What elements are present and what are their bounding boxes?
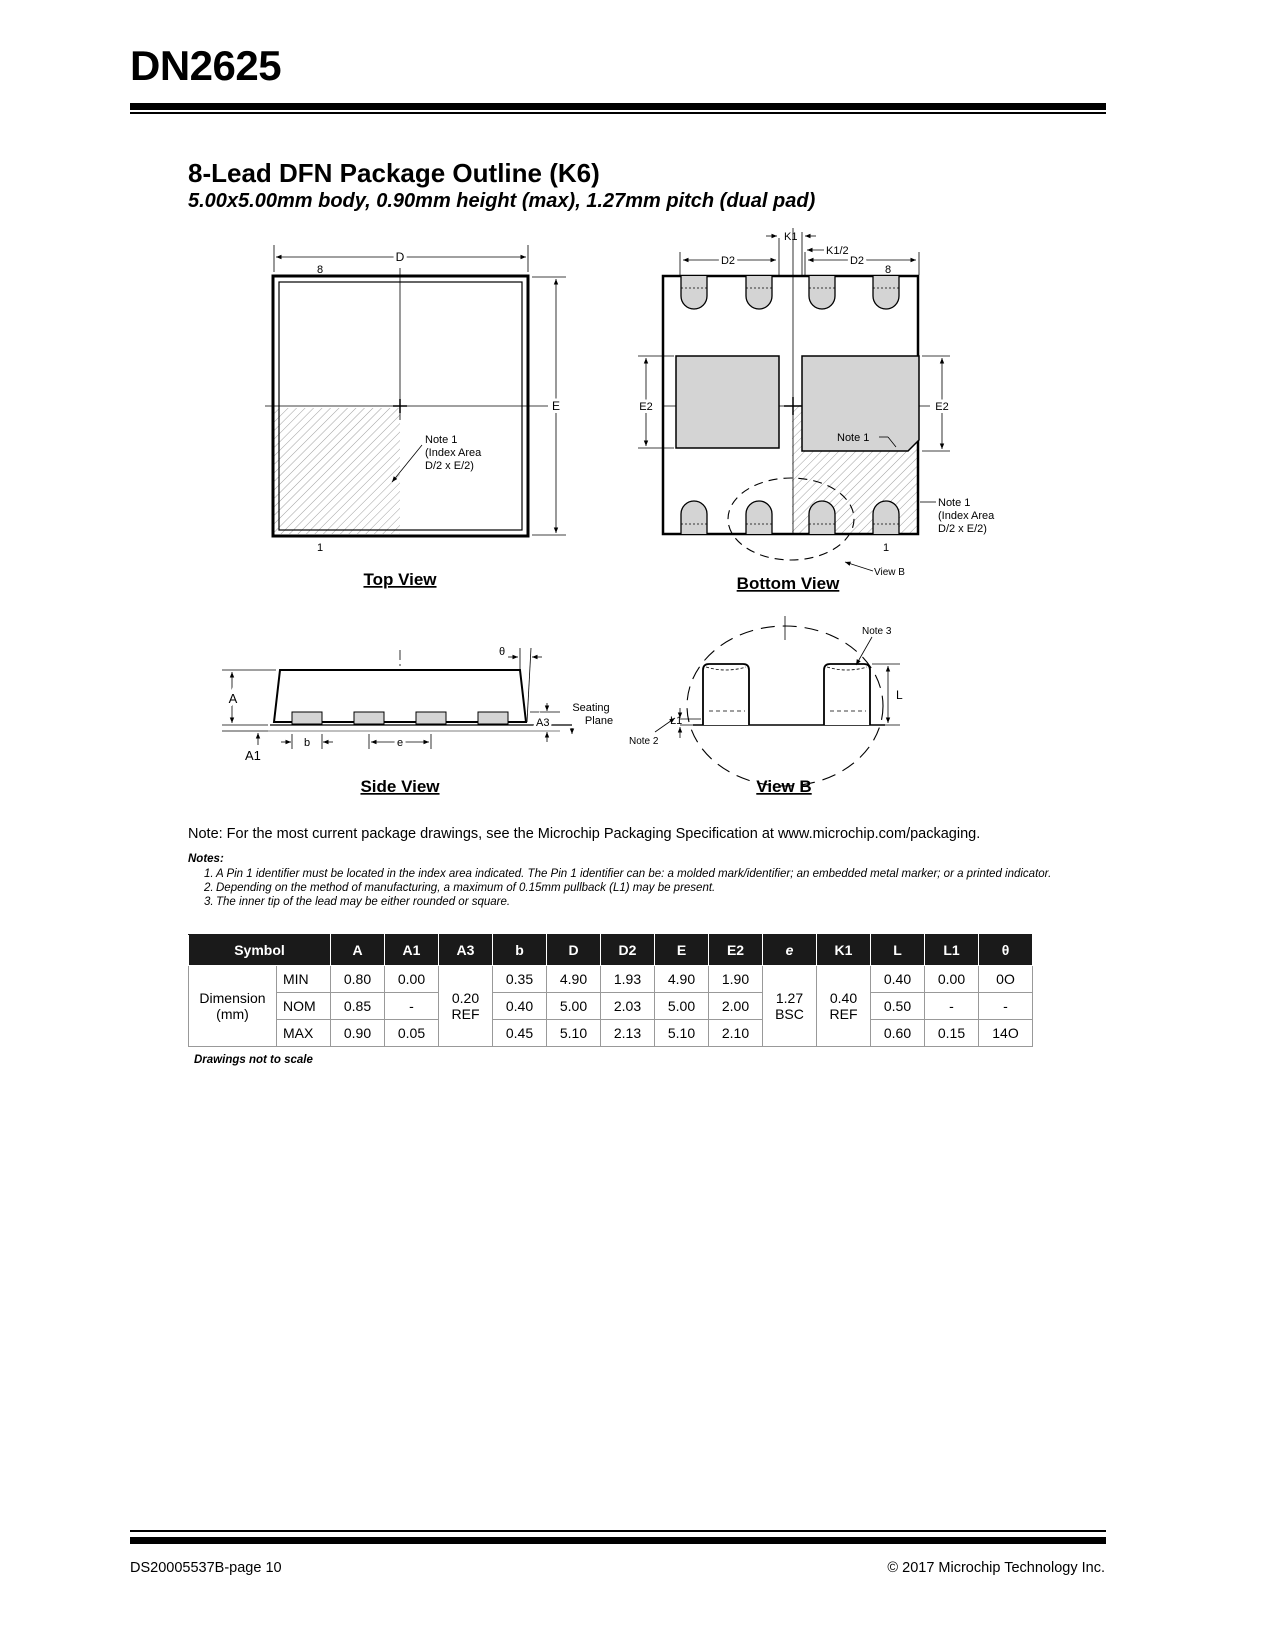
cell: 0.40 <box>871 966 925 993</box>
e-value: 1.27 <box>775 990 804 1006</box>
notes-header: Notes: <box>188 853 224 865</box>
dimension-label-line1: Dimension <box>199 990 266 1006</box>
bottom-view-k1-half: K1/2 <box>826 245 849 257</box>
notes-block <box>188 853 1058 909</box>
cell: 0.85 <box>331 993 385 1020</box>
footer-rule-thin <box>130 1530 1106 1532</box>
header-col: E2 <box>709 935 763 966</box>
view-b-note2: Note 2 <box>629 736 659 747</box>
bottom-view-note-line2: (Index Area <box>938 510 995 522</box>
header-col: L <box>871 935 925 966</box>
packaging-note: Note: For the most current package drawings, see the Microchip Packaging Specification at www.microchip.com/packaging. <box>188 826 981 842</box>
cell: 0.00 <box>925 966 979 993</box>
side-view-a1: A1 <box>245 748 261 763</box>
e-bsc: BSC <box>775 1006 804 1022</box>
footer-copyright: © 2017 Microchip Technology Inc. <box>887 1560 1105 1576</box>
row-label: MAX <box>277 1020 331 1047</box>
table-row <box>189 993 1033 1020</box>
side-view-b: b <box>303 737 311 749</box>
cell: 2.13 <box>601 1020 655 1047</box>
drawings-not-to-scale: Drawings not to scale <box>194 1054 313 1066</box>
cell: 0.80 <box>331 966 385 993</box>
table-row <box>189 1020 1033 1047</box>
exposed-pad-left <box>676 356 779 448</box>
header-symbol: Symbol <box>189 935 331 966</box>
bottom-view-e2-left: E2 <box>639 401 653 413</box>
top-view-note-line3: D/2 x E/2) <box>425 460 474 472</box>
view-b-note3: Note 3 <box>862 626 892 637</box>
cell: 5.00 <box>655 993 709 1020</box>
cell: 0.50 <box>871 993 925 1020</box>
header-col: A3 <box>439 935 493 966</box>
dimension-label <box>189 966 277 1047</box>
cell: 0.40 <box>493 993 547 1020</box>
cell: 5.10 <box>655 1020 709 1047</box>
table-header-row <box>189 935 1033 966</box>
table-row <box>189 966 1033 993</box>
view-b-l1: L1 <box>670 715 683 727</box>
cell: 5.00 <box>547 993 601 1020</box>
top-view-dim-e: E <box>551 399 561 413</box>
note-number: 1. <box>204 868 214 880</box>
side-view-a: A <box>228 691 238 706</box>
view-b-leads <box>703 664 870 725</box>
row-label: MIN <box>277 966 331 993</box>
header-col: L1 <box>925 935 979 966</box>
cell: 2.10 <box>709 1020 763 1047</box>
cell: 4.90 <box>547 966 601 993</box>
side-view-caption: Side View <box>360 777 440 796</box>
view-b <box>629 616 903 796</box>
header-col: E <box>655 935 709 966</box>
a3-ref: REF <box>451 1006 480 1022</box>
side-view-e: e <box>396 737 404 749</box>
cell: 5.10 <box>547 1020 601 1047</box>
cell: 0.60 <box>871 1020 925 1047</box>
bottom-view-k1: K1 <box>784 231 798 243</box>
header-col: D2 <box>601 935 655 966</box>
cell: 0.45 <box>493 1020 547 1047</box>
note-item <box>188 881 1058 895</box>
cell: 0.90 <box>331 1020 385 1047</box>
note-text: Depending on the method of manufacturing, a maximum of 0.15mm pullback (L1) may be present. <box>216 882 716 894</box>
bottom-view-note1-inner: Note 1 <box>837 432 870 444</box>
k1-value: 0.40 <box>829 990 858 1006</box>
dimension-table <box>188 934 1033 1047</box>
cell: - <box>979 993 1033 1020</box>
cell: 0O <box>979 966 1033 993</box>
bottom-view-d2-right: D2 <box>849 255 865 267</box>
header-col: b <box>493 935 547 966</box>
footer-doc-number: DS20005537B-page 10 <box>130 1560 282 1576</box>
top-view-pin8: 8 <box>316 264 324 276</box>
top-view-index-area <box>272 408 400 534</box>
note-item <box>188 895 1058 909</box>
header-col: θ <box>979 935 1033 966</box>
cell: - <box>385 993 439 1020</box>
bottom-view-d2-left: D2 <box>720 255 736 267</box>
bottom-view-caption: Bottom View <box>736 574 840 593</box>
package-subtitle: 5.00x5.00mm body, 0.90mm height (max), 1.27mm pitch (dual pad) <box>188 190 816 212</box>
cell: 1.90 <box>709 966 763 993</box>
note-item <box>188 867 1058 881</box>
bottom-view-note-line3: D/2 x E/2) <box>938 523 987 535</box>
header-col: D <box>547 935 601 966</box>
header-col: A <box>331 935 385 966</box>
cell: 0.00 <box>385 966 439 993</box>
note-text: A Pin 1 identifier must be located in the index area indicated. The Pin 1 identifier can be: a molded mark/identifier; an embedded metal marker; or a printed indicator. <box>216 868 1052 880</box>
e-merged-cell <box>763 966 817 1047</box>
note-number: 3. <box>204 896 214 908</box>
cell: 2.03 <box>601 993 655 1020</box>
side-view-seating-line1: Seating <box>572 702 610 714</box>
header-col: K1 <box>817 935 871 966</box>
side-view <box>222 646 613 796</box>
k1-ref: REF <box>829 1006 858 1022</box>
top-view-caption: Top View <box>363 570 437 589</box>
a3-value: 0.20 <box>451 990 480 1006</box>
view-b-l: L <box>896 688 903 702</box>
document-title: DN2625 <box>130 42 282 89</box>
bottom-view-e2-right: E2 <box>935 401 949 413</box>
cell: 1.93 <box>601 966 655 993</box>
cell: 2.00 <box>709 993 763 1020</box>
cell: 0.05 <box>385 1020 439 1047</box>
bottom-view-view-b-label: View B <box>874 567 905 578</box>
bottom-view <box>638 228 995 593</box>
top-view-note-line1: Note 1 <box>425 434 458 446</box>
bottom-view-pin1: 1 <box>882 542 890 554</box>
header-col: e <box>763 935 817 966</box>
k1-merged-cell <box>817 966 871 1047</box>
cell: 0.35 <box>493 966 547 993</box>
cell: - <box>925 993 979 1020</box>
top-view <box>265 245 566 589</box>
cell: 4.90 <box>655 966 709 993</box>
dimension-label-line2: (mm) <box>216 1006 249 1022</box>
bottom-view-pin8: 8 <box>884 264 892 276</box>
footer-rule-thick <box>130 1537 1106 1544</box>
side-view-seating-line2: Plane <box>584 715 614 727</box>
side-view-theta: θ <box>498 646 506 658</box>
note-number: 2. <box>204 882 214 894</box>
bottom-view-note-line1: Note 1 <box>938 497 971 509</box>
row-label: NOM <box>277 993 331 1020</box>
top-view-pin1: 1 <box>316 542 324 554</box>
package-drawing <box>0 0 1275 820</box>
a3-merged-cell <box>439 966 493 1047</box>
top-view-dim-d: D <box>395 250 405 264</box>
cell: 0.15 <box>925 1020 979 1047</box>
view-b-caption: View B <box>756 777 812 796</box>
side-view-a3: A3 <box>536 717 550 729</box>
top-lead-row <box>681 276 899 309</box>
top-view-note-line2: (Index Area <box>425 447 482 459</box>
note-text: The inner tip of the lead may be either rounded or square. <box>216 896 511 908</box>
package-title: 8-Lead DFN Package Outline (K6) <box>188 158 600 188</box>
cell: 14O <box>979 1020 1033 1047</box>
header-col: A1 <box>385 935 439 966</box>
